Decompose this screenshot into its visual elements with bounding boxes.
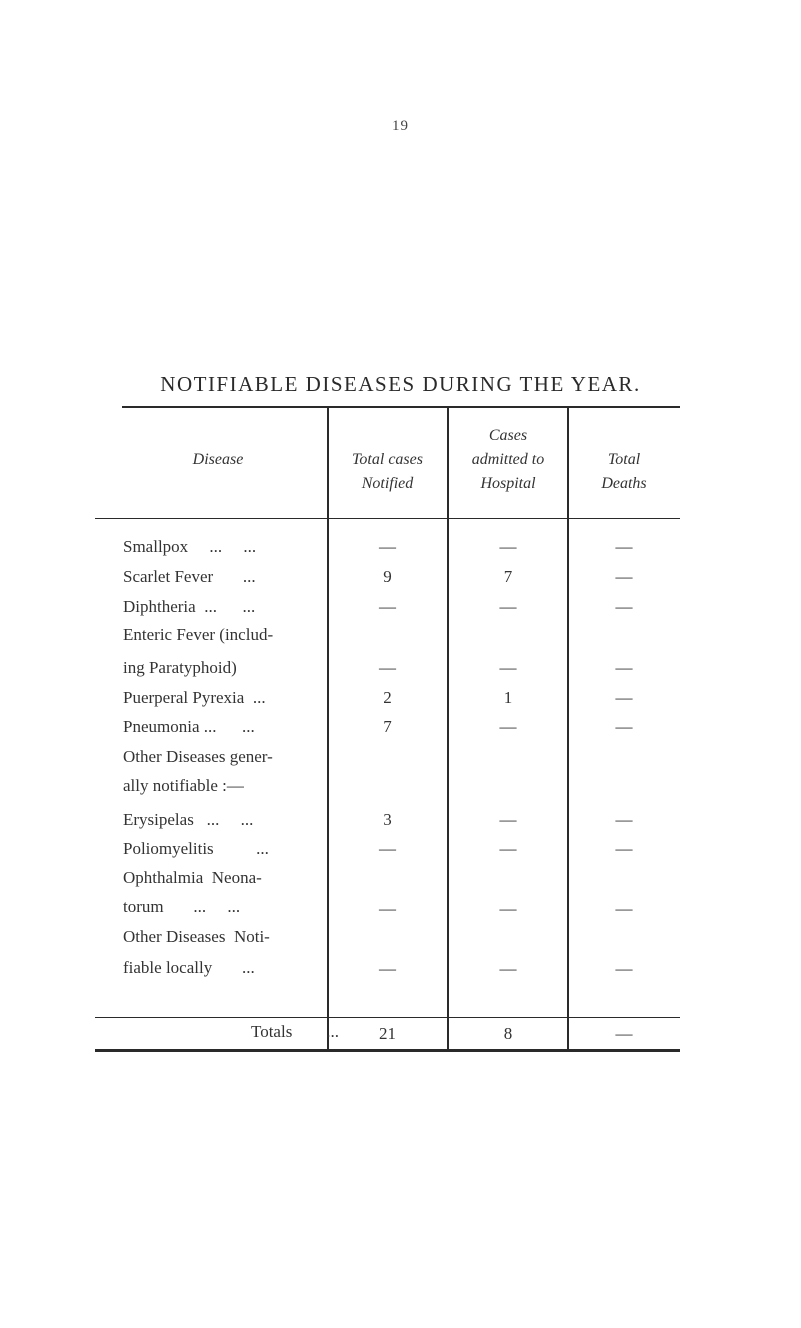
table-cell-notified: — — [379, 658, 396, 677]
table-cell-deaths: — — [615, 658, 633, 677]
table-cell-admitted: — — [499, 959, 517, 978]
table-cell-deaths: — — [615, 597, 633, 616]
table-cell-notified: — — [379, 597, 396, 616]
table-row-label: Other Diseases gener- — [123, 747, 273, 766]
table-cell-admitted: 1 — [503, 688, 513, 707]
page-title: NOTIFIABLE DISEASES DURING THE YEAR. — [160, 372, 641, 396]
table-row-label: Puerperal Pyrexia ... — [123, 688, 266, 707]
table-cell-deaths: — — [615, 810, 633, 829]
table-cell-notified: 7 — [383, 717, 392, 736]
header-notified-line-1: Total cases — [352, 451, 423, 468]
table-cell-notified: — — [379, 537, 396, 556]
header-bottom-rule — [95, 518, 680, 519]
table-cell-deaths: — — [615, 959, 633, 978]
totals-notified: 21 — [379, 1024, 396, 1043]
table-cell-admitted: — — [499, 839, 517, 858]
header-admitted-line-2: admitted to — [471, 451, 545, 468]
table-cell-deaths: — — [615, 839, 633, 858]
header-total-cases-notified — [330, 448, 445, 496]
table-cell-admitted: — — [499, 717, 517, 736]
table-row-label-continued: ing Paratyphoid) — [123, 658, 237, 677]
totals-deaths: — — [615, 1024, 633, 1043]
table-cell-deaths: — — [615, 537, 633, 556]
totals-top-rule — [95, 1017, 680, 1018]
header-total-deaths — [570, 448, 678, 496]
table-cell-deaths: — — [615, 717, 633, 736]
table-row-label-continued: torum ... ... — [123, 897, 241, 916]
table-cell-notified: 3 — [383, 810, 392, 829]
table-cell-notified: 9 — [383, 567, 392, 586]
header-admitted-line-1: Cases — [488, 427, 528, 444]
table-cell-deaths: — — [615, 567, 633, 586]
table-cell-admitted: — — [499, 899, 517, 918]
table-row-label: Enteric Fever (includ- — [123, 625, 274, 644]
table-row-label: Other Diseases Noti- — [123, 927, 270, 946]
table-cell-admitted: — — [499, 658, 517, 677]
table-row-label: Ophthalmia Neona- — [123, 868, 262, 887]
header-notified-line-2: Notified — [361, 475, 414, 492]
table-cell-notified: — — [379, 899, 396, 918]
table-cell-notified: 2 — [383, 688, 392, 707]
column-divider-2 — [447, 408, 449, 1051]
table-row-label: Scarlet Fever ... — [123, 567, 256, 586]
table-row-label-continued: fiable locally ... — [123, 958, 255, 977]
header-deaths-line-1: Total — [607, 451, 641, 468]
header-disease-text: Disease — [192, 451, 244, 468]
column-divider-3 — [567, 408, 569, 1051]
header-admitted-line-3: Hospital — [480, 475, 536, 492]
column-divider-1 — [327, 408, 329, 1051]
header-deaths-line-2: Deaths — [601, 475, 647, 492]
table-cell-admitted: — — [499, 537, 517, 556]
table-row-label-continued: ally notifiable :— — [123, 776, 244, 795]
header-disease — [123, 448, 313, 472]
header-cases-admitted — [450, 424, 566, 496]
table-cell-notified: — — [379, 839, 396, 858]
table-row-label: Pneumonia ... ... — [123, 717, 255, 736]
table-row-label: Poliomyelitis ... — [123, 839, 269, 858]
table-cell-deaths: — — [615, 688, 633, 707]
table-row-label: Diphtheria ... ... — [123, 597, 256, 616]
page-number: 19 — [392, 118, 409, 134]
table-row-label: Smallpox ... ... — [123, 537, 257, 556]
table-top-rule — [122, 406, 680, 408]
totals-label: Totals ... — [251, 1022, 340, 1041]
table-row-label: Erysipelas ... ... — [123, 810, 254, 829]
table-cell-notified: — — [379, 959, 396, 978]
table-cell-admitted: — — [499, 810, 517, 829]
table-cell-deaths: — — [615, 899, 633, 918]
table-cell-admitted: — — [499, 597, 517, 616]
totals-admitted: 8 — [503, 1024, 513, 1043]
table-bottom-rule — [95, 1049, 680, 1052]
table-cell-admitted: 7 — [503, 567, 513, 586]
